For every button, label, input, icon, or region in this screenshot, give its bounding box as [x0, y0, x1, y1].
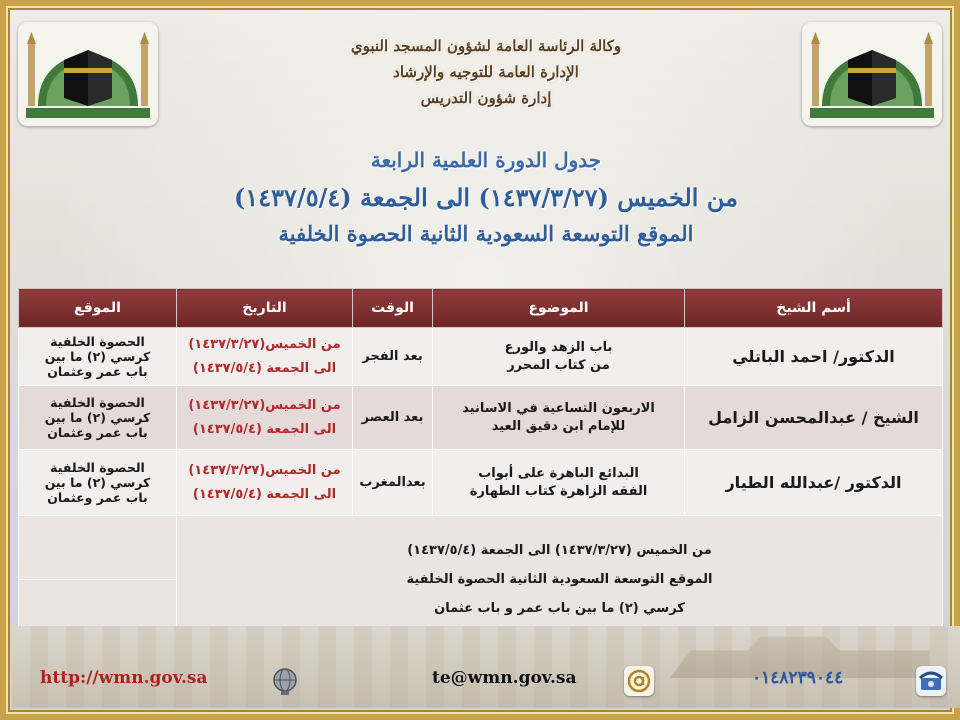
- summary-line: الموقع التوسعة السعودية الثانية الحصوة الخلفية: [406, 572, 713, 587]
- phone-icon: [916, 666, 946, 696]
- location-cell: [19, 328, 177, 386]
- schedule-table: [18, 288, 943, 644]
- column-header: أسم الشيخ: [685, 289, 943, 328]
- empty-cell: [19, 516, 177, 580]
- email-icon: [624, 666, 654, 696]
- sheikh-name: الدكتور /عبدالله الطيار: [685, 450, 943, 516]
- location-cell: [19, 450, 177, 516]
- sheikh-name: الدكتور/ احمد الباتلي: [685, 328, 943, 386]
- agency-line: الإدارة العامة للتوجيه والإرشاد: [393, 63, 579, 81]
- location-line: كرسي (٢) ما بين: [44, 475, 151, 490]
- column-header: التاريخ: [177, 289, 353, 328]
- table-row: [19, 328, 943, 386]
- subject-line: باب الزهد والورع: [504, 339, 613, 355]
- title-line: الموقع التوسعة السعودية الثانية الحصوة الخلفية: [278, 221, 694, 246]
- location-line: كرسي (٢) ما بين: [44, 349, 151, 364]
- agency-line: وكالة الرئاسة العامة لشؤون المسجد النبوي: [350, 37, 622, 55]
- summary-cell: [177, 516, 943, 644]
- date-cell: [177, 386, 353, 450]
- title-line: جدول الدورة العلمية الرابعة: [370, 148, 602, 172]
- footer-bar: [12, 626, 960, 708]
- time-cell: بعد الفجر: [353, 328, 433, 386]
- subject-cell: [433, 450, 685, 516]
- subject-line: للإمام ابن دقيق العيد: [491, 418, 626, 434]
- column-header: الوقت: [353, 289, 433, 328]
- subject-cell: [433, 386, 685, 450]
- summary-line: من الخميس (١٤٣٧/٣/٢٧) الى الجمعة (١٤٣٧/٥/٤): [407, 543, 712, 558]
- table-row: [19, 450, 943, 516]
- email-link[interactable]: te@wmn.gov.sa: [432, 668, 577, 688]
- time-cell: بعدالمغرب: [353, 450, 433, 516]
- location-line: الحصوة الخلفية: [50, 334, 145, 349]
- schedule-title: [126, 141, 846, 251]
- date-line: الى الجمعة (١٤٣٧/٥/٤): [192, 486, 337, 502]
- globe-icon: [270, 666, 300, 696]
- subject-line: الاربعون التساعية في الاسانيد: [462, 400, 655, 416]
- location-line: كرسي (٢) ما بين: [44, 410, 151, 425]
- location-line: باب عمر وعثمان: [47, 364, 148, 379]
- agency-header: [236, 33, 736, 111]
- column-header: الموضوع: [433, 289, 685, 328]
- date-cell: [177, 450, 353, 516]
- location-line: الحصوة الخلفية: [50, 460, 145, 475]
- time-cell: بعد العصر: [353, 386, 433, 450]
- date-line: الى الجمعة (١٤٣٧/٥/٤): [192, 360, 337, 376]
- website-link[interactable]: http://wmn.gov.sa: [40, 668, 208, 688]
- location-line: باب عمر وعثمان: [47, 490, 148, 505]
- subject-line: الفقه الزاهرة كتاب الطهارة: [469, 483, 648, 499]
- table-row: [19, 516, 943, 580]
- subject-line: البدائع الباهرة على أبواب: [478, 465, 639, 481]
- subject-cell: [433, 328, 685, 386]
- agency-line: إدارة شؤون التدريس: [420, 89, 552, 107]
- column-header: الموقع: [19, 289, 177, 328]
- date-line: من الخميس(١٤٣٧/٣/٢٧): [188, 397, 341, 413]
- subject-line: من كتاب المحرر: [507, 357, 610, 373]
- sheikh-name: الشيخ / عبدالمحسن الزامل: [685, 386, 943, 450]
- date-line: من الخميس(١٤٣٧/٣/٢٧): [188, 336, 341, 352]
- date-cell: [177, 328, 353, 386]
- location-cell: [19, 386, 177, 450]
- phone-number: ٠١٤٨٢٣٩٠٤٤: [752, 668, 844, 688]
- location-line: باب عمر وعثمان: [47, 425, 148, 440]
- location-line: الحصوة الخلفية: [50, 395, 145, 410]
- table-header-row: [19, 289, 943, 328]
- table-row: [19, 386, 943, 450]
- kaaba-logo-icon: [802, 22, 942, 126]
- date-line: من الخميس(١٤٣٧/٣/٢٧): [188, 462, 341, 478]
- date-line: الى الجمعة (١٤٣٧/٥/٤): [192, 421, 337, 437]
- summary-line: كرسي (٢) ما بين باب عمر و باب عثمان: [434, 601, 685, 616]
- kaaba-logo-icon: [18, 22, 158, 126]
- title-line: من الخميس (١٤٣٧/٣/٢٧) الى الجمعة (١٤٣٧/٥/٤): [234, 183, 738, 212]
